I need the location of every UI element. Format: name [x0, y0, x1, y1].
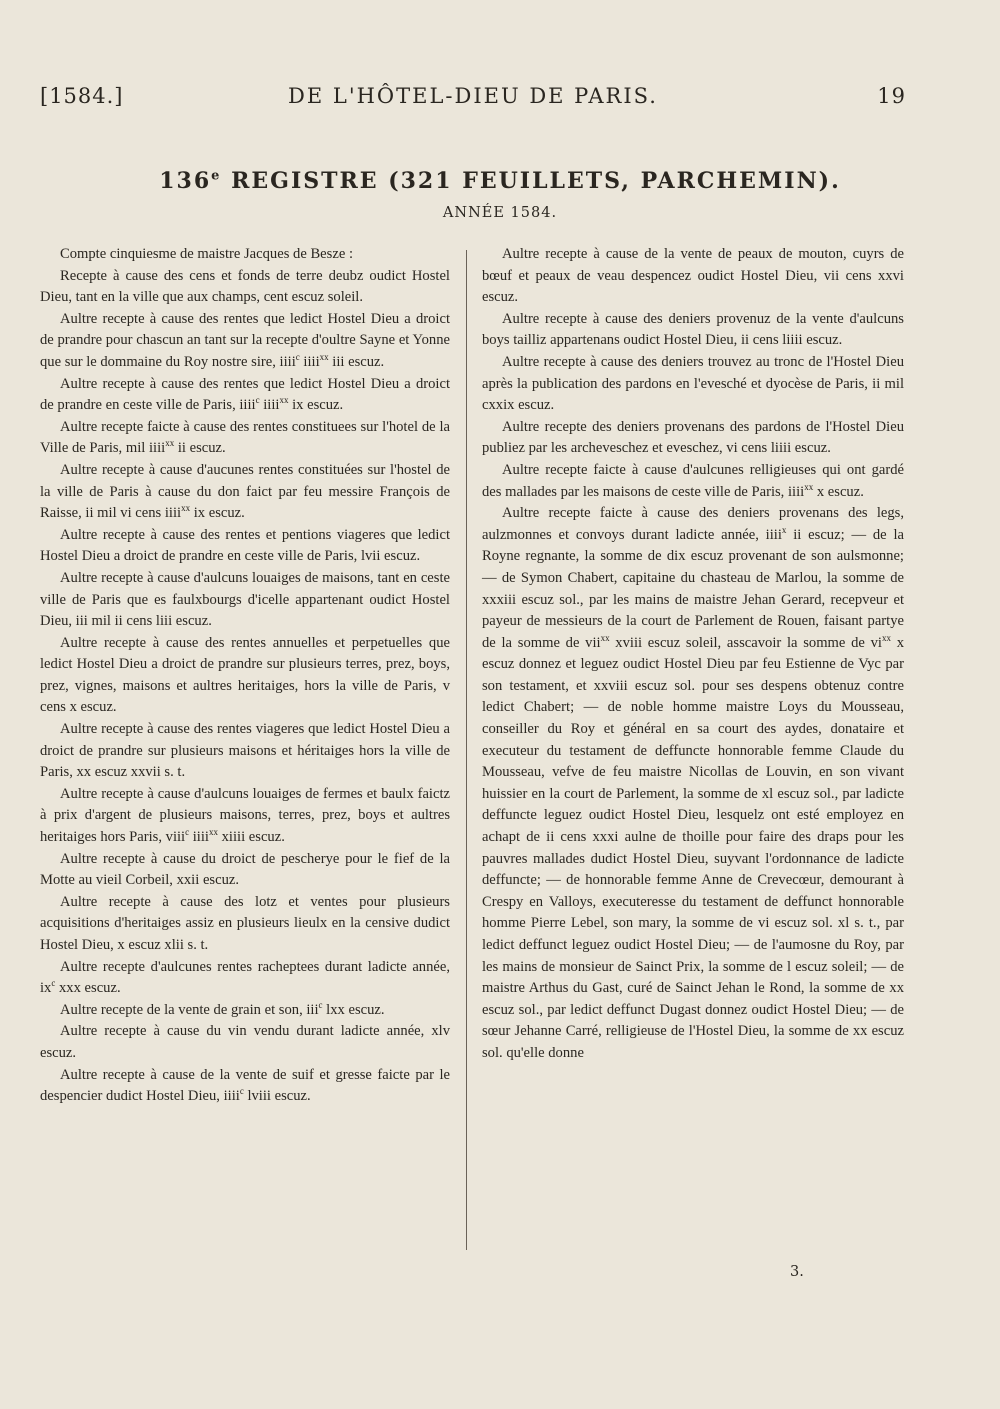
paragraph: Aultre recepte à cause d'aulcuns louaiges de fermes et baulx faictz à prix d'argent de plusieurs maisons, terres, prez, boys et aultres heritaiges hors Paris, viii$^c$ iiii$^{xx}$ xiiii escuz.: [40, 785, 450, 846]
year-heading: ANNÉE 1584.: [442, 205, 558, 221]
paragraph: Aultre recepte à cause de la vente de peaux de mouton, cuyrs de bœuf et peaux de veau despencez oudict Hostel Dieu, vii cens xxvi escuz.: [482, 246, 904, 306]
paragraph: Aultre recepte à cause d'aucunes rentes constituées sur l'hostel de la ville de Paris à cause du don faict par feu messire François de Raisse, ii mil vi cens iiii$^{xx}$ ix escuz.: [40, 461, 450, 522]
column-divider: [466, 250, 467, 1250]
paragraph: Aultre recepte à cause d'aulcuns louaiges de maisons, tant en ceste ville de Paris que es faulxbourgs d'icelle appartenant oudict Hostel Dieu, iii mil ii cens liii escuz.: [40, 569, 450, 630]
paragraph: Aultre recepte à cause des rentes que ledict Hostel Dieu a droict de prandre en ceste ville de Paris, iiii$^c$ iiii$^{xx}$ ix escuz.: [40, 375, 450, 414]
paragraph: Aultre recepte à cause des rentes et pentions viageres que ledict Hostel Dieu a droict de prandre en ceste ville de Paris, lvii escuz.: [40, 526, 450, 565]
paragraph: Aultre recepte à cause des deniers provenuz de la vente d'aulcuns boys tailliz appartenans oudict Hostel Dieu, ii cens liiii escuz.: [482, 310, 904, 349]
sheet-signature: 3.: [790, 1264, 804, 1280]
paragraph: Aultre recepte faicte à cause des rentes constituees sur l'hotel de la Ville de Paris, mil iiii$^{xx}$ ii escuz.: [40, 418, 450, 457]
paragraph: Aultre recepte à cause des deniers trouvez au tronc de l'Hostel Dieu après la publication des pardons en l'evesché et dyocèse de Paris, ii mil cxxix escuz.: [482, 353, 904, 414]
page-number: 19: [877, 84, 906, 108]
paragraph: Aultre recepte d'aulcunes rentes racheptees durant ladicte année, $ix^c$ xxx escuz.: [40, 958, 450, 997]
paragraph: Aultre recepte à cause du droict de pescherye pour le fief de la Motte au vieil Corbeil, xxii escuz.: [40, 850, 450, 889]
paragraph: Aultre recepte à cause des rentes annuelles et perpetuelles que ledict Hostel Dieu a droict de prandre sur plusieurs terres, prez, boys, prez, vignes, maisons et aultres heritaiges, hors la ville de Paris, v cens x escuz.: [40, 634, 450, 716]
paragraph: Aultre recepte des deniers provenans des pardons de l'Hostel Dieu publiez par les archeveschez et eveschez, vi cens liiii escuz.: [482, 418, 904, 457]
right-column: [482, 244, 904, 1065]
register-number: 136: [159, 168, 212, 194]
paragraph: Aultre recepte à cause des lotz et ventes pour plusieurs acquisitions d'heritaiges assiz en plusieurs lieulx en la censive dudict Hostel Dieu, x escuz xlii s. t.: [40, 893, 450, 953]
paragraph: Aultre recepte faicte à cause des deniers provenans des legs, aulzmonnes et convoys durant ladicte année, iiii$^x$ ii escuz; — de la Royne regnante, la somme de dix escuz provenant de son aulsmonne; — de Symon Chabert, capitaine du chasteau de Marlou, la somme de xxxiii escuz sol., par les mains de maistre Jehan Gerard, recepveur et payeur de messieurs de la court de Parlement de Rouen, faisant partye de la somme de vii$^{xx}$ xviii escuz soleil, asscavoir la somme de $vi^{xx}$ x escuz donnez et leguez oudict Hostel Dieu par feu Estienne de Vyc par son testament, et xxviii escuz sol. pour ses despens obtenuz contre ledict Chabert; — de noble homme maistre Loys du Mousseau, conseiller du Roy et général en sa court des aydes, donataire et executeur du testament de deffuncte honnorable femme Claude du Mousseau, vefve de feu maistre Nicollas de Louvin, en son vivant huissier en la court de Parlement, la somme de xl escuz sol., par ladicte deffuncte leguez oudict Hostel Dieu, lesquelz ont esté employez en achapt de ii cens xxxi aulne de thoille pour faire des draps pour les pauvres mallades dudict Hostel Dieu, suyvant l'ordonnance de ladicte deffuncte; — de honnorable femme Anne de Crevecœur, demourant à Crespy en Valloys, executeresse du testament de deffunct honnorable homme Pierre Lebel, son mary, la somme de vi escuz sol. xl s. t., par ledict deffunct leguez oudict Hostel Dieu; — de l'aumosne du Roy, par les mains de monsieur de Sainct Prix, la somme de l escuz soleil; — de maistre Arthus du Gast, curé de Sainct Jehan le Rond, la somme de xx escuz sol., par ledict deffunct Dugast donnez oudict Hostel Dieu; — de sœur Jehanne Carré, relligieuse de l'Hostel Dieu, la somme de xx escuz sol. qu'elle donne: [482, 505, 905, 1061]
register-title-text: REGISTRE (321 FEUILLETS, PARCHEMIN).: [221, 168, 841, 194]
paragraph: Aultre recepte à cause des rentes viageres que ledict Hostel Dieu a droict de prandre sur plusieurs maisons et héritaiges hors la ville de Paris, xx escuz xxvii s. t.: [40, 721, 450, 781]
paragraph: Recepte à cause des cens et fonds de terre deubz oudict Hostel Dieu, tant en la ville que aux champs, cent escuz soleil.: [40, 267, 450, 306]
paragraph: Aultre recepte à cause de la vente de suif et gresse faicte par le despencier dudict Hostel Dieu, iiii$^c$ lviii escuz.: [40, 1066, 450, 1105]
paragraph: Aultre recepte faicte à cause d'aulcunes relligieuses qui ont gardé des mallades par les maisons de ceste ville de Paris, iiii$^{xx}$ x escuz.: [482, 461, 904, 500]
running-header: [40, 84, 906, 114]
running-year: [1584.]: [40, 84, 124, 108]
left-column: [40, 244, 450, 1108]
paragraph: Compte cinquiesme de maistre Jacques de Besze :: [60, 246, 354, 262]
register-title: [0, 168, 1000, 194]
register-number-suffix: e: [211, 168, 222, 184]
paragraph: Aultre recepte à cause du vin vendu durant ladicte année, xlv escuz.: [40, 1023, 450, 1061]
paragraph: Aultre recepte de la vente de grain et son, iii$^c$ lxx escuz.: [60, 999, 385, 1018]
running-title: DE L'HÔTEL-DIEU DE PARIS.: [288, 84, 658, 108]
paragraph: Aultre recepte à cause des rentes que ledict Hostel Dieu a droict de prandre pour chascun an tant sur la recepte d'oultre Sayne et Yonne que sur le dommaine du Roy nostre sire, iiii$^c$ iiii$^{xx}$ iii escuz.: [40, 310, 450, 370]
